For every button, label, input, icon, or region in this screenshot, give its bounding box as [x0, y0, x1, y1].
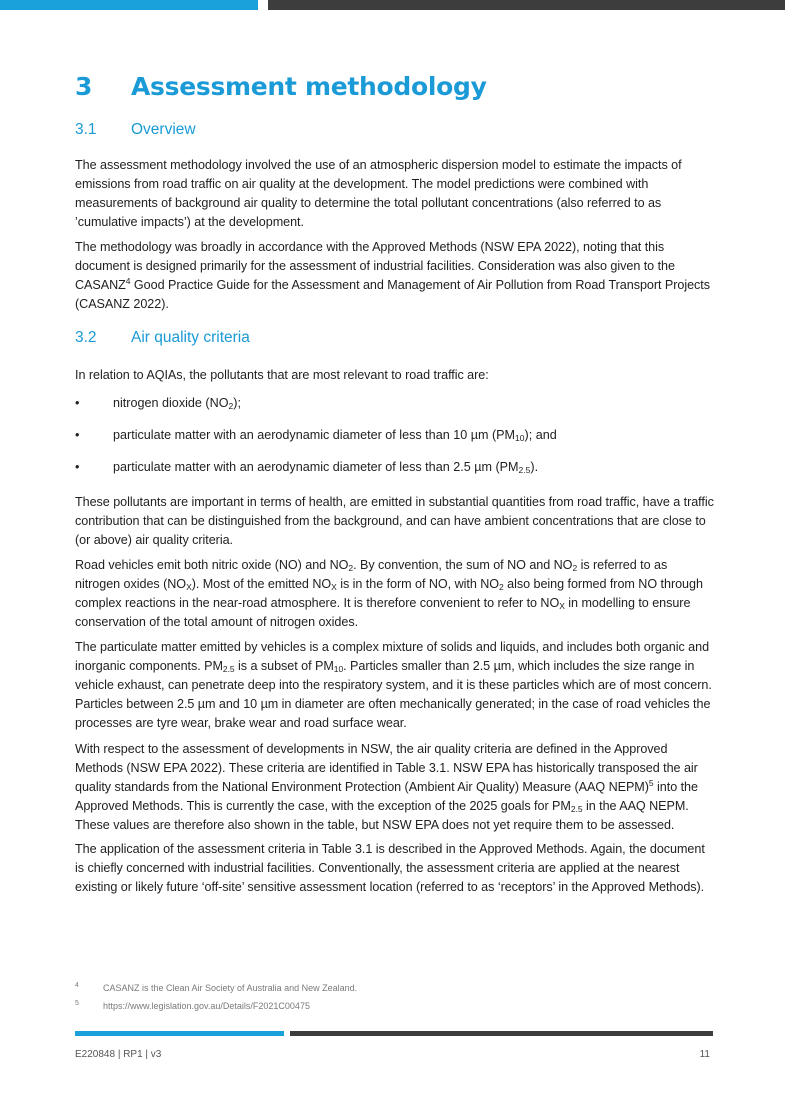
chapter-heading: [75, 72, 487, 101]
particulate-paragraph: The particulate matter emitted by vehicles is a complex mixture of solids and liquids, and includes both organic and inorganic components. $PM_{2.5}$ is a subset of $PM_{10}$. Particles smaller than 2.5 µm, which includes the size range in vehicle exhaust, can penetrate deep into the respiratory system, and it is these particles which are of most concern. Particles between 2.5 µm and 10 µm in diameter are often mechanically generated; in the case of road vehicles the processes are tyre wear, brake wear and road surface wear.: [75, 640, 712, 730]
overview-paragraph-1: The assessment methodology involved the use of an atmospheric dispersion model to estimate the impacts of emissions from road traffic on air quality at the development. The model predictions were combined with measurements of background air quality to determine the total pollutant concentrations (also referred to as ’cumulative impacts’) at the development.: [75, 158, 682, 229]
footer-accent-bar: [75, 1031, 284, 1036]
section-heading-3-1: [75, 121, 196, 139]
footnote-text: CASANZ is the Clean Air Society of Australia and New Zealand.: [103, 983, 358, 993]
section-heading-3-2: [75, 329, 250, 347]
bullet-icon: •: [75, 428, 80, 442]
footer-dark-bar: [290, 1031, 713, 1036]
nox-paragraph: Road vehicles emit both nitric oxide (NO) and $NO_2$. By convention, the sum of NO and $NO_2$ is referred to as nitrogen oxides $(NO_X)$. Most of the emitted $NO_X$ is in the form of NO, with $NO_2$ also being formed from NO through complex reactions in the near-road atmosphere. It is therefore convenient to refer to $NO_X$ in modelling to ensure conservation of the total amount of nitrogen oxides.: [75, 558, 703, 629]
footnote-mark: 4: [75, 982, 79, 989]
header-accent-bar: [0, 0, 258, 10]
section-title: Overview: [131, 121, 196, 138]
footnote-mark: 5: [75, 1000, 79, 1007]
header-dark-bar: [268, 0, 785, 10]
section-number: 3.2: [75, 329, 97, 346]
bullet-text: nitrogen dioxide $(NO_2)$;: [113, 396, 241, 411]
footnote-ref-5: 5: [648, 778, 654, 788]
bullet-icon: •: [75, 396, 80, 410]
criteria-intro: In relation to AQIAs, the pollutants that are most relevant to road traffic are:: [75, 368, 489, 382]
bullet-text: particulate matter with an aerodynamic diameter of less than 2.5 µm $(PM_{2.5})$.: [113, 460, 539, 475]
footer-document-reference: E220848 | RP1 | v3: [75, 1049, 162, 1060]
overview-paragraph-2: The methodology was broadly in accordance with the Approved Methods (NSW EPA 2022), noting that this document is designed primarily for the assessment of industrial facilities. Consideration was also given to the CASANZ$^4$ Good Practice Guide for the Assessment and Management of Air Pollution from Road Transport Projects (CASANZ 2022).: [75, 240, 710, 311]
bullet-text: particulate matter with an aerodynamic diameter of less than 10 µm $(PM_{10})$; and: [113, 428, 557, 443]
nsw-criteria-paragraph: With respect to the assessment of developments in NSW, the air quality criteria are defined in the Approved Methods (NSW EPA 2022). These criteria are identified in Table 3.1. NSW EPA has historically transposed the air quality standards from the National Environment Protection (Ambient Air Quality) Measure (AAQ NEPM)$^5$ into the Approved Methods. This is currently the case, with the exception of the 2025 goals for $PM_{2.5}$ in the AAQ NEPM. These values are therefore also shown in the table, but NSW EPA does not yet require them to be assessed.: [75, 742, 698, 832]
footnote-ref-4: 4: [125, 276, 131, 286]
chapter-number: 3: [75, 72, 93, 101]
bullet-icon: •: [75, 460, 80, 474]
footer-page-number: 11: [699, 1049, 710, 1060]
pollutants-paragraph: These pollutants are important in terms of health, are emitted in substantial quantities from road traffic, have a traffic contribution that can be distinguished from the background, and can have ambient concentrations that are close to (or above) air quality criteria.: [75, 495, 714, 547]
section-title: Air quality criteria: [131, 329, 250, 346]
section-number: 3.1: [75, 121, 97, 138]
application-paragraph: The application of the assessment criteria in Table 3.1 is described in the Approved Methods. Again, the document is chiefly concerned with industrial facilities. Conventionally, the assessment criteria are applied at the nearest existing or likely future ‘off-site’ sensitive assessment location (referred to as ‘receptors’ in the Approved Methods).: [75, 842, 705, 894]
footnote-text: https://www.legislation.gov.au/Details/F2021C00475: [103, 1001, 310, 1011]
chapter-title: Assessment methodology: [131, 72, 487, 101]
